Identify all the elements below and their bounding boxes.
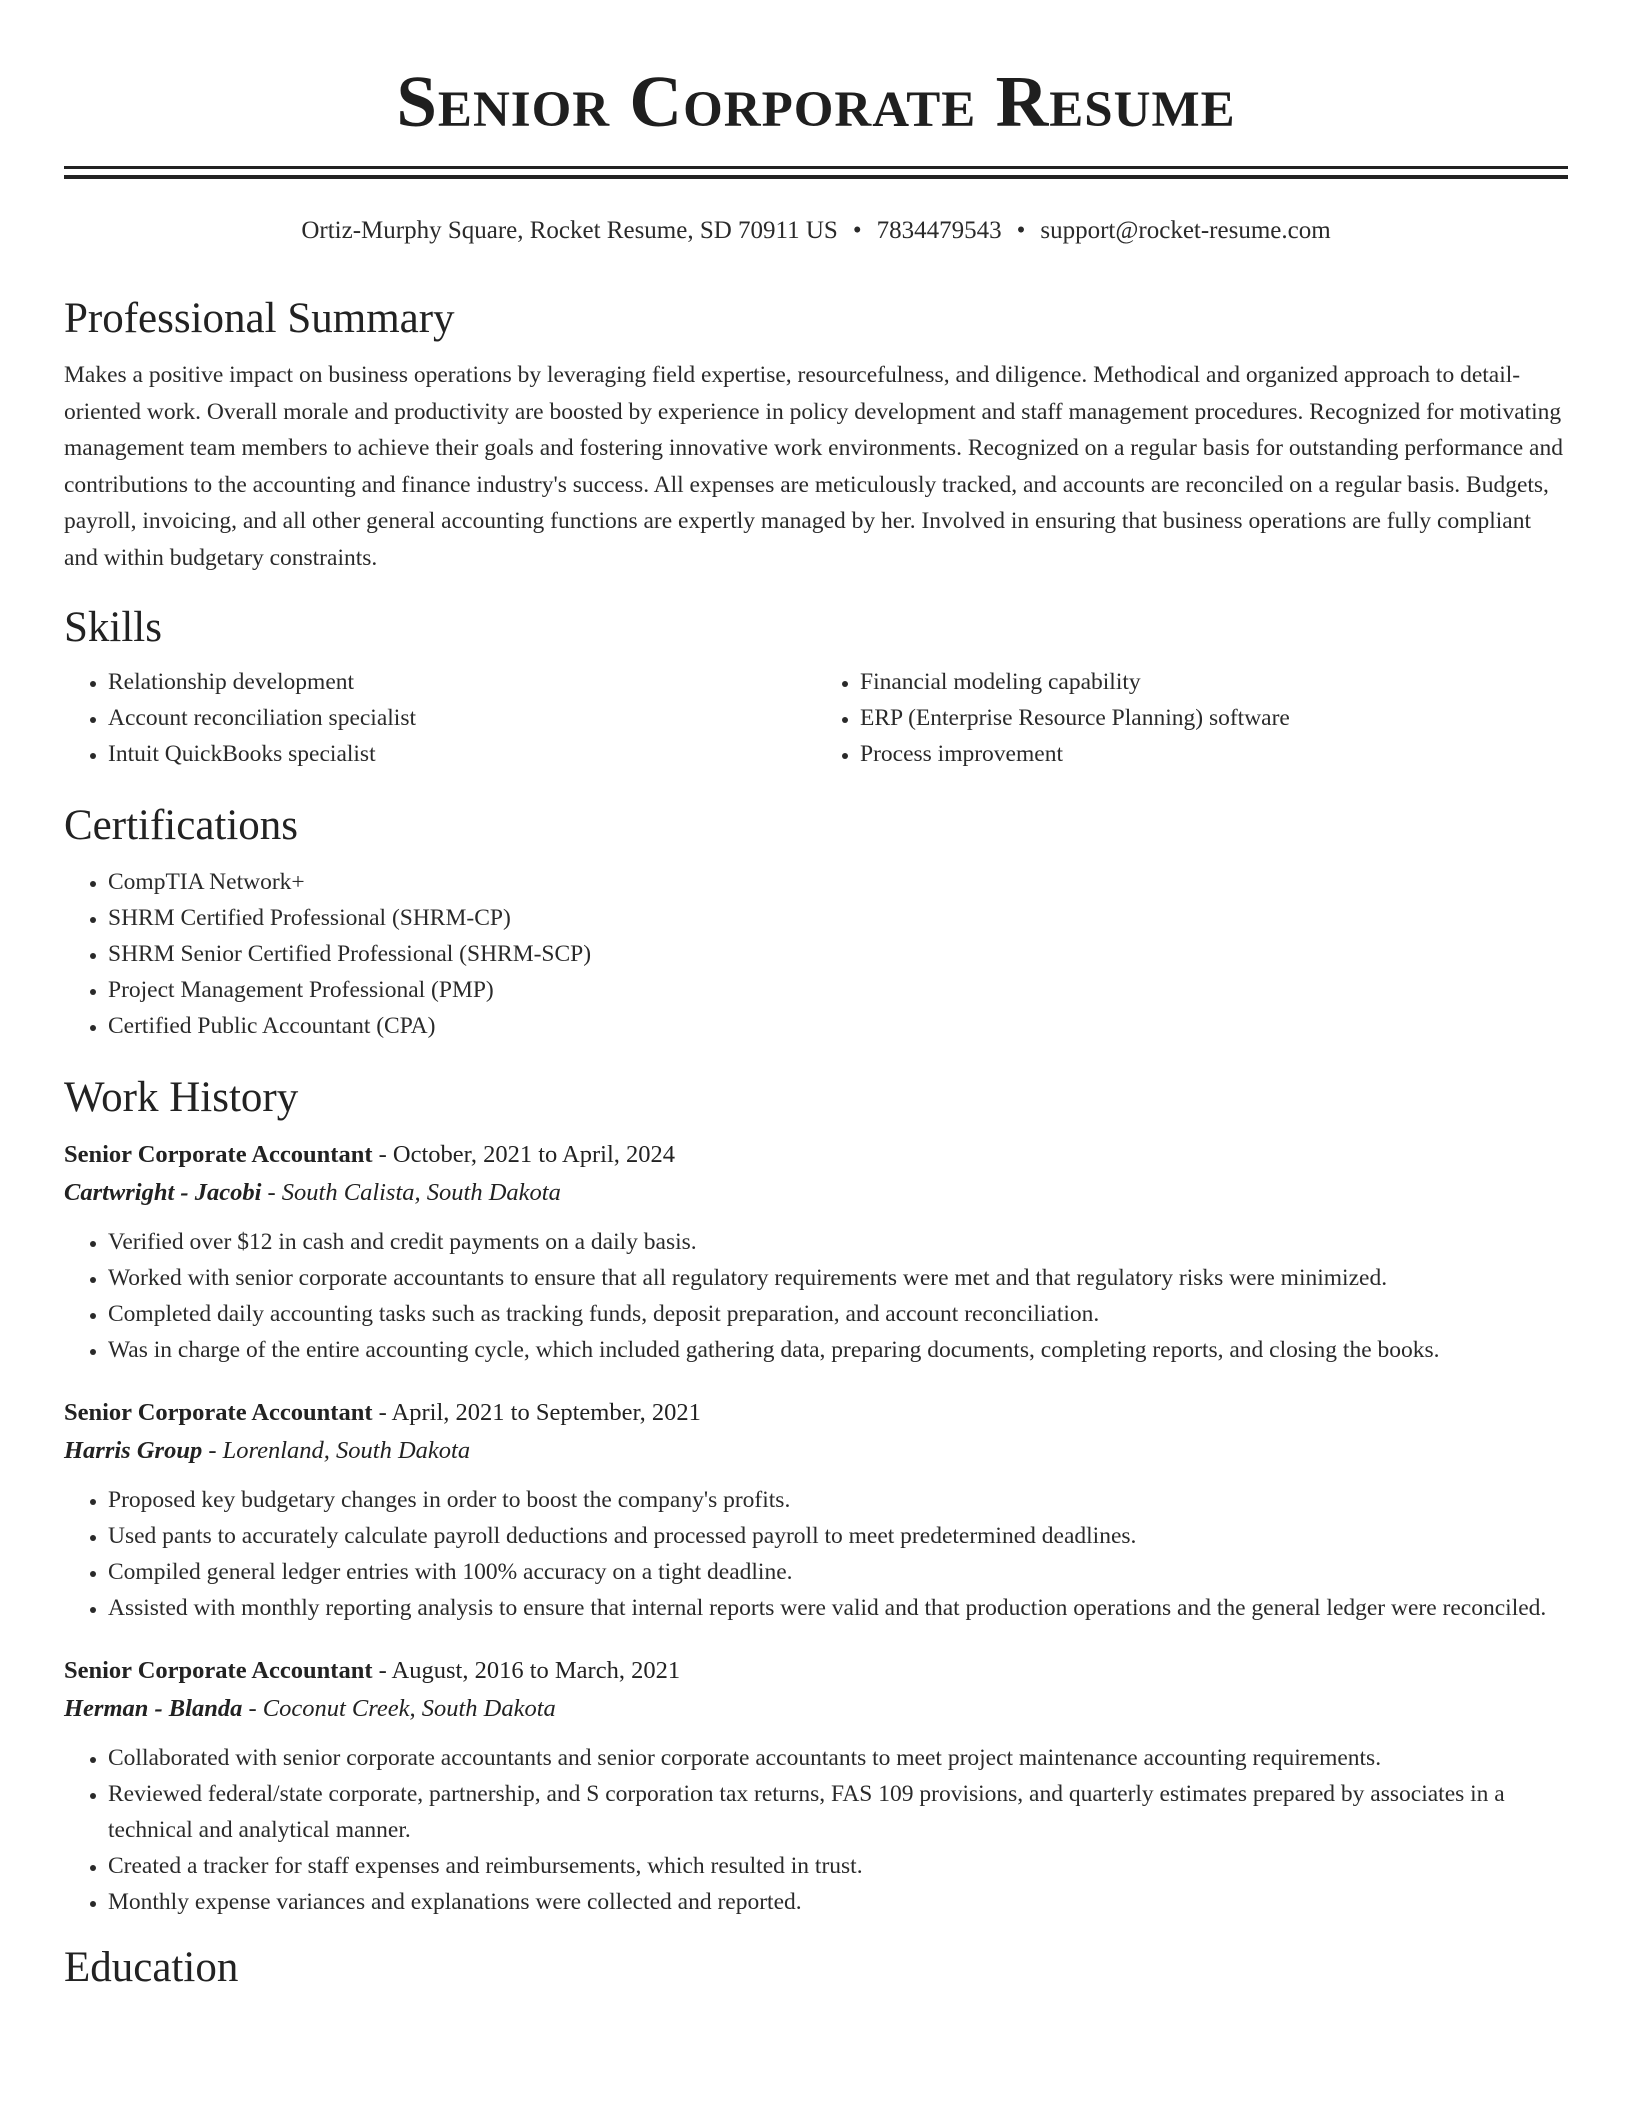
job-location: - South Calista, South Dakota [261, 1179, 561, 1206]
job-bullet: • Worked with senior corporate accountants to ensure that all regulatory requirements were met and that regulatory risks were minimized. [108, 1260, 1568, 1296]
contact-separator: • [852, 217, 862, 244]
skill-item: • Financial modeling capability [860, 664, 1568, 700]
summary-section [64, 293, 1568, 576]
skills-right-list [816, 664, 1568, 772]
contact-address: Ortiz-Murphy Square, Rocket Resume, SD 70911 US [301, 217, 838, 244]
job-dates: - April, 2021 to September, 2021 [372, 1399, 701, 1426]
education-heading: Education [64, 1944, 239, 1991]
summary-heading: Professional Summary [64, 295, 455, 342]
certifications-heading: Certifications [64, 802, 299, 849]
skills-section [64, 602, 1568, 772]
title-divider-thin [64, 166, 1568, 169]
certification-item: • SHRM Certified Professional (SHRM-CP) [108, 900, 1568, 936]
skill-item: • ERP (Enterprise Resource Planning) software [860, 700, 1568, 736]
certification-item: • CompTIA Network+ [108, 864, 1568, 900]
work-history-heading: Work History [64, 1074, 299, 1121]
job-company-line [64, 1432, 1568, 1470]
job-location: - Coconut Creek, South Dakota [242, 1695, 556, 1722]
certifications-section [64, 800, 1568, 1044]
skill-item: • Relationship development [108, 664, 816, 700]
job-dates: - October, 2021 to April, 2024 [372, 1141, 676, 1168]
job-title-line [64, 1394, 1568, 1432]
education-section [64, 1942, 1568, 1994]
contact-separator: • [1016, 217, 1026, 244]
job-bullet: • Used pants to accurately calculate payroll deductions and processed payroll to meet predetermined deadlines. [108, 1518, 1568, 1554]
job-bullet: • Assisted with monthly reporting analysis to ensure that internal reports were valid and that production operations and the general ledger were reconciled. [108, 1590, 1568, 1626]
job-dates: - August, 2016 to March, 2021 [372, 1657, 681, 1684]
job-company: Cartwright - Jacobi [64, 1179, 262, 1206]
title-divider-thick [64, 175, 1568, 179]
job-bullets [64, 1224, 1568, 1368]
summary-text: Makes a positive impact on business operations by leveraging field expertise, resourcefulness, and diligence. Methodical and organized approach to detail-oriented work. Overall morale and productivity are boosted by experience in policy development and staff management procedures. Recognized for motivating management team members to achieve their goals and fostering innovative work environments. Recognized on a regular basis for outstanding performance and contributions to the accounting and finance industry's success. All expenses are meticulously tracked, and accounts are reconciled on a regular basis. Budgets, payroll, invoicing, and all other general accounting functions are expertly managed by her. Involved in ensuring that business operations are fully compliant and within budgetary constraints. [64, 362, 1563, 571]
job-title-line [64, 1652, 1568, 1690]
skill-item: • Account reconciliation specialist [108, 700, 816, 736]
job-bullets [64, 1740, 1568, 1920]
job-bullet: • Was in charge of the entire accounting cycle, which included gathering data, preparing documents, completing reports, and closing the books. [108, 1332, 1568, 1368]
job-bullet: • Compiled general ledger entries with 100% accuracy on a tight deadline. [108, 1554, 1568, 1590]
job-title: Senior Corporate Accountant [64, 1141, 373, 1168]
job-location: - Lorenland, South Dakota [202, 1437, 471, 1464]
job-company: Herman - Blanda [64, 1695, 243, 1722]
resume-content [64, 0, 1568, 1994]
skills-heading: Skills [64, 604, 162, 651]
work-history-section [64, 1072, 1568, 1920]
job-company: Harris Group [64, 1437, 203, 1464]
job-entry [64, 1136, 1568, 1368]
job-bullet: • Reviewed federal/state corporate, partnership, and S corporation tax returns, FAS 109 provisions, and quarterly estimates prepared by associates in a technical and analytical manner. [108, 1776, 1568, 1848]
job-bullet: • Created a tracker for staff expenses and reimbursements, which resulted in trust. [108, 1848, 1568, 1884]
skill-item: • Intuit QuickBooks specialist [108, 736, 816, 772]
certifications-list [64, 864, 1568, 1044]
skills-columns [64, 664, 1568, 772]
job-title: Senior Corporate Accountant [64, 1657, 373, 1684]
certification-item: • Project Management Professional (PMP) [108, 972, 1568, 1008]
contact-line [64, 213, 1568, 249]
job-bullets [64, 1482, 1568, 1626]
job-bullet: • Completed daily accounting tasks such as tracking funds, deposit preparation, and account reconciliation. [108, 1296, 1568, 1332]
skills-left-list [64, 664, 816, 772]
contact-email: support@rocket-resume.com [1040, 217, 1331, 244]
job-entry [64, 1652, 1568, 1920]
resume-title: Senior Corporate Resume [396, 61, 1236, 142]
skill-item: • Process improvement [860, 736, 1568, 772]
job-bullet: • Verified over $12 in cash and credit payments on a daily basis. [108, 1224, 1568, 1260]
job-bullet: • Monthly expense variances and explanations were collected and reported. [108, 1884, 1568, 1920]
job-title: Senior Corporate Accountant [64, 1399, 373, 1426]
job-company-line [64, 1174, 1568, 1212]
certification-item: • Certified Public Accountant (CPA) [108, 1008, 1568, 1044]
job-company-line [64, 1690, 1568, 1728]
contact-phone: 7834479543 [876, 217, 1002, 244]
job-bullet: • Proposed key budgetary changes in order to boost the company's profits. [108, 1482, 1568, 1518]
job-title-line [64, 1136, 1568, 1174]
job-bullet: • Collaborated with senior corporate accountants and senior corporate accountants to meet project maintenance accounting requirements. [108, 1740, 1568, 1776]
certification-item: • SHRM Senior Certified Professional (SHRM-SCP) [108, 936, 1568, 972]
job-entry [64, 1394, 1568, 1626]
